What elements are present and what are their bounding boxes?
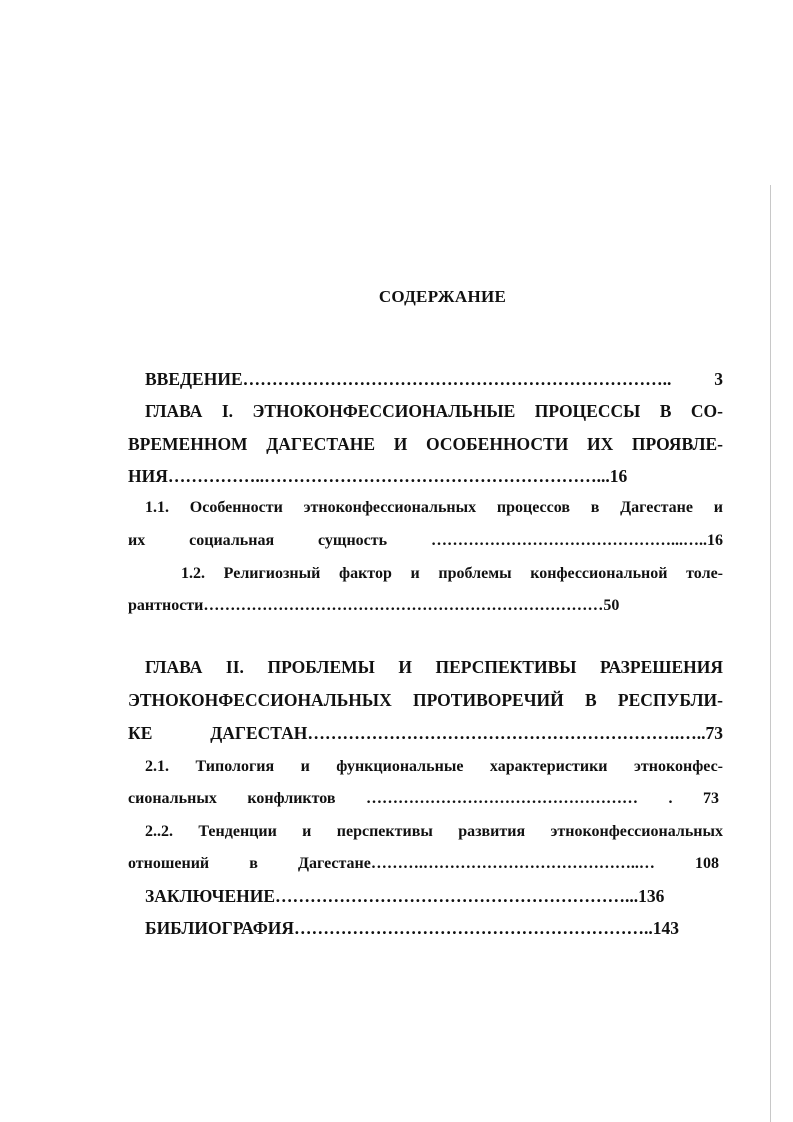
toc-chapter-2-line-3: КЕ ДАГЕСТАН……………………………………………………….…..73 xyxy=(128,723,723,743)
toc-entry-introduction: ВВЕДЕНИЕ……………………………………………………………….. 3 xyxy=(145,369,723,389)
toc-chapter-2-line-2: ЭТНОКОНФЕССИОНАЛЬНЫХ ПРОТИВОРЕЧИЙ В РЕСПУБЛИ- xyxy=(128,690,723,710)
toc-chapter-2-line-1: ГЛАВА II. ПРОБЛЕМЫ И ПЕРСПЕКТИВЫ РАЗРЕШЕНИЯ xyxy=(145,657,723,677)
toc-section-1-2-line-2: рантности…………………………………………………………………50 xyxy=(128,597,620,614)
page-edge-line xyxy=(770,185,771,1122)
toc-section-2-2-line-2: отношений в Дагестане……….…………………………………..… 108 xyxy=(128,855,719,872)
toc-entry-conclusion: ЗАКЛЮЧЕНИЕ……………………………………………………...136 xyxy=(145,886,665,906)
toc-section-2-2-line-1: 2..2. Тенденции и перспективы развития этноконфессиональных xyxy=(145,823,723,840)
page-title: СОДЕРЖАНИЕ xyxy=(378,287,507,306)
toc-section-2-1-line-2: сиональных конфликтов …………………………………………… . 73 xyxy=(128,790,719,807)
toc-section-1-1-line-1: 1.1. Особенности этноконфессиональных процессов в Дагестане и xyxy=(145,499,723,516)
toc-entry-bibliography: БИБЛИОГРАФИЯ……………………………………………………..143 xyxy=(145,918,679,938)
toc-section-2-1-line-1: 2.1. Типология и функциональные характеристики этноконфес- xyxy=(145,758,723,775)
toc-section-1-2-line-1: 1.2. Религиозный фактор и проблемы конфессиональной толе- xyxy=(181,565,723,582)
toc-chapter-1-line-2: ВРЕМЕННОМ ДАГЕСТАНЕ И ОСОБЕННОСТИ ИХ ПРОЯВЛЕ- xyxy=(128,434,723,454)
toc-chapter-1-line-3: НИЯ……………..…………………………………………………...16 xyxy=(128,466,628,486)
toc-chapter-1-line-1: ГЛАВА I. ЭТНОКОНФЕССИОНАЛЬНЫЕ ПРОЦЕССЫ В СО- xyxy=(145,401,723,421)
toc-section-1-1-line-2: их социальная сущность ………………………………………...…..16 xyxy=(128,532,723,549)
